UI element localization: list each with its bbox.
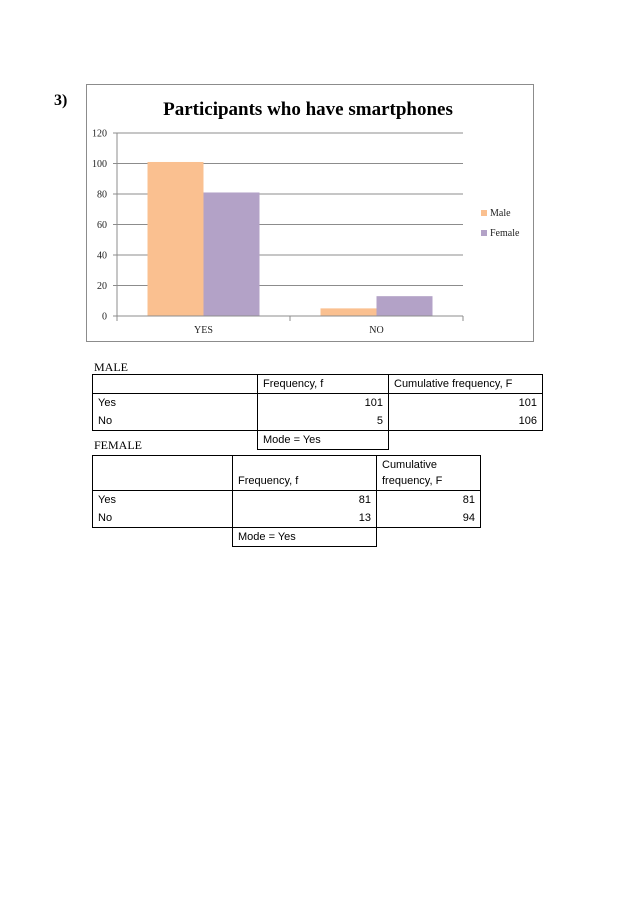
male-mode-spacer-right xyxy=(389,431,543,450)
female-row-label: No xyxy=(93,509,233,528)
legend-label-female: Female xyxy=(490,228,520,239)
female-row-frequency: 13 xyxy=(233,509,377,528)
female-row-cumulative: 81 xyxy=(377,491,481,510)
female-frequency-table xyxy=(92,455,481,547)
y-tick-label: 60 xyxy=(97,220,107,231)
table-row xyxy=(93,394,543,413)
male-row-frequency: 5 xyxy=(258,412,389,431)
female-mode-spacer-right xyxy=(377,528,481,547)
y-tick-label: 20 xyxy=(97,281,107,292)
female-row-label: Yes xyxy=(93,491,233,510)
y-tick-label: 40 xyxy=(97,250,107,262)
legend-swatch-male xyxy=(481,210,487,216)
male-header-frequency: Frequency, f xyxy=(258,375,389,394)
female-header-cumulative-line2: frequency, F xyxy=(382,475,443,487)
legend-label-male: Male xyxy=(490,208,511,219)
y-tick-label: 120 xyxy=(92,128,107,140)
male-row-frequency: 101 xyxy=(258,394,389,413)
female-row-frequency: 81 xyxy=(233,491,377,510)
female-header-cumulative-line1: Cumulative xyxy=(382,459,438,471)
y-tick-label: 80 xyxy=(97,189,107,201)
bar-male-no xyxy=(321,308,377,316)
male-row-label: No xyxy=(93,412,258,431)
y-tick-label: 100 xyxy=(92,159,107,170)
bar-male-yes xyxy=(148,162,204,316)
male-row-label: Yes xyxy=(93,394,258,413)
female-table-label: FEMALE xyxy=(94,438,142,452)
female-header-empty xyxy=(93,456,233,491)
female-row-cumulative: 94 xyxy=(377,509,481,528)
chart-title: Participants who have smartphones xyxy=(163,99,453,120)
female-header-frequency: Frequency, f xyxy=(233,456,377,491)
bar-chart xyxy=(86,84,534,342)
chart-bars xyxy=(148,162,433,316)
male-header-empty xyxy=(93,375,258,394)
chart-canvas xyxy=(87,85,533,341)
table-row xyxy=(93,412,543,431)
female-header-cumulative xyxy=(377,456,481,491)
table-row xyxy=(93,509,481,528)
y-tick-label: 0 xyxy=(102,311,107,323)
female-mode-spacer xyxy=(93,528,233,547)
question-number: 3) xyxy=(54,92,68,109)
legend-swatch-female xyxy=(481,230,487,236)
x-tick-label: YES xyxy=(194,325,213,336)
male-header-cumulative: Cumulative frequency, F xyxy=(389,375,543,394)
male-frequency-table xyxy=(92,374,543,450)
chart-legend xyxy=(481,208,520,239)
male-row-cumulative: 106 xyxy=(389,412,543,431)
female-mode: Mode = Yes xyxy=(233,528,377,547)
bar-female-no xyxy=(377,296,433,316)
male-mode: Mode = Yes xyxy=(258,431,389,450)
x-tick-label: NO xyxy=(369,325,384,336)
table-row xyxy=(93,491,481,510)
male-table-label: MALE xyxy=(94,360,128,374)
bar-female-yes xyxy=(204,192,260,316)
male-row-cumulative: 101 xyxy=(389,394,543,413)
